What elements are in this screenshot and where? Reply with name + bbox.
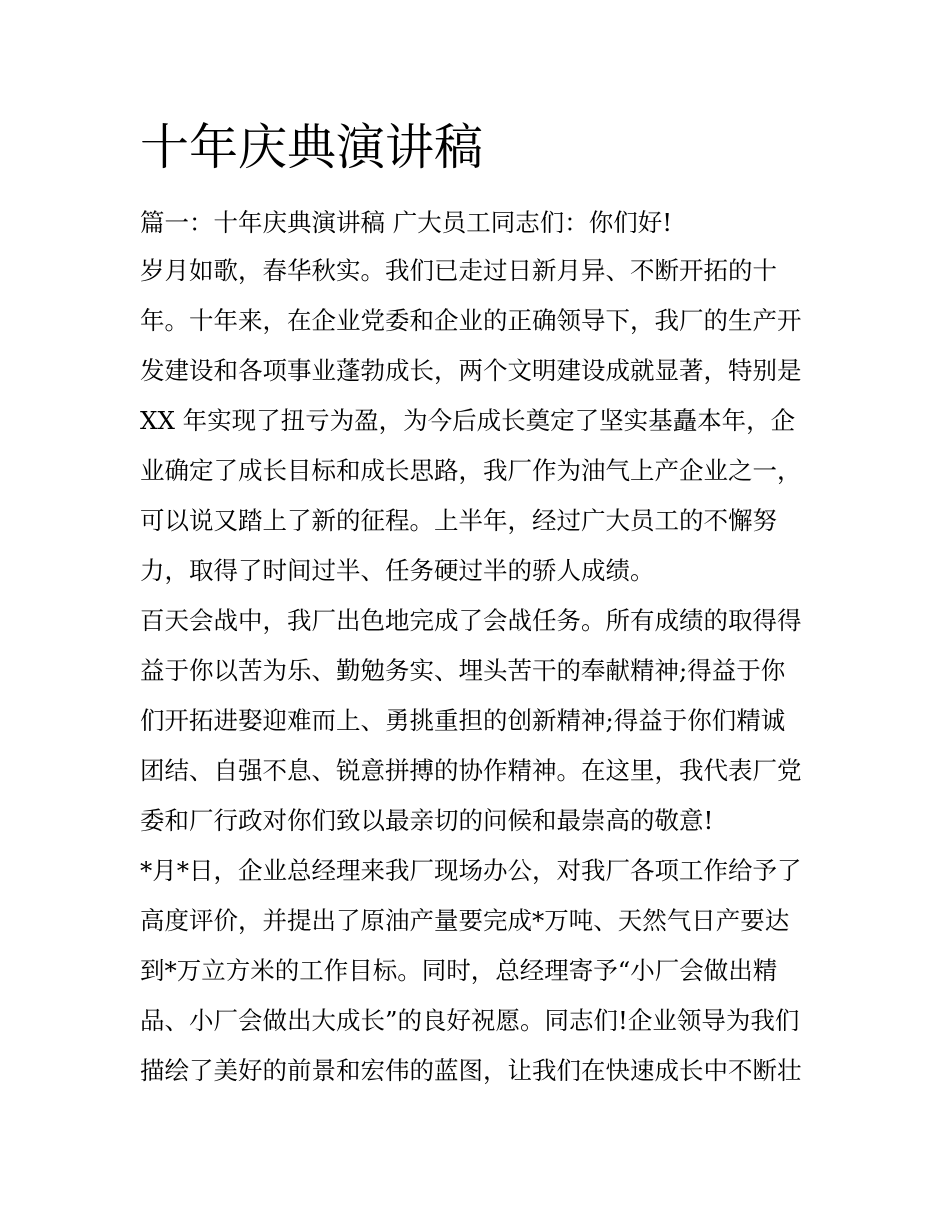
- text-line: 篇一：十年庆典演讲稿 广大员工同志们：你们好!: [140, 208, 673, 237]
- text-line: XX 年实现了扭亏为盈，为今后成长奠定了坚实基矗本年，企: [140, 406, 796, 435]
- text-line: 益于你以苦为乐、勤勉务实、埋头苦干的奉献精神;得益于你: [140, 656, 786, 685]
- text-line: 年。十年来，在企业党委和企业的正确领导下，我厂的生产开: [140, 306, 802, 335]
- text-line: 力，取得了时间过半、任务硬过半的骄人成绩。: [140, 556, 655, 585]
- text-line: 业确定了成长目标和成长思路，我厂作为油气上产企业之一，: [140, 456, 802, 485]
- text-line: 高度评价，并提出了原油产量要完成*万吨、天然气日产要达: [140, 906, 790, 935]
- text-line: 发建设和各项事业蓬勃成长，两个文明建设成就显著，特别是: [140, 356, 802, 385]
- text-line: 描绘了美好的前景和宏伟的蓝图，让我们在快速成长中不断壮: [140, 1056, 802, 1085]
- document-title: 十年庆典演讲稿: [140, 119, 484, 176]
- text-line: 可以说又踏上了新的征程。上半年，经过广大员工的不懈努: [140, 506, 777, 535]
- text-line: *月*日，企业总经理来我厂现场办公，对我厂各项工作给予了: [140, 856, 802, 885]
- text-line: 岁月如歌，春华秋实。我们已走过日新月异、不断开拓的十: [140, 256, 777, 285]
- text-line: 品、小厂会做出大成长”的良好祝愿。同志们!企业领导为我们: [140, 1006, 800, 1035]
- text-line: 们开拓进娶迎难而上、勇挑重担的创新精神;得益于你们精诚: [140, 706, 786, 735]
- text-line: 百天会战中，我厂出色地完成了会战任务。所有成绩的取得得: [140, 606, 802, 635]
- text-line: 到*万立方米的工作目标。同时，总经理寄予“小厂会做出精: [140, 956, 778, 985]
- document-body: [140, 200, 830, 1096]
- text-line: 委和厂行政对你们致以最亲切的问候和最崇高的敬意!: [140, 806, 714, 835]
- text-line: 团结、自强不息、锐意拼搏的协作精神。在这里，我代表厂党: [140, 756, 802, 785]
